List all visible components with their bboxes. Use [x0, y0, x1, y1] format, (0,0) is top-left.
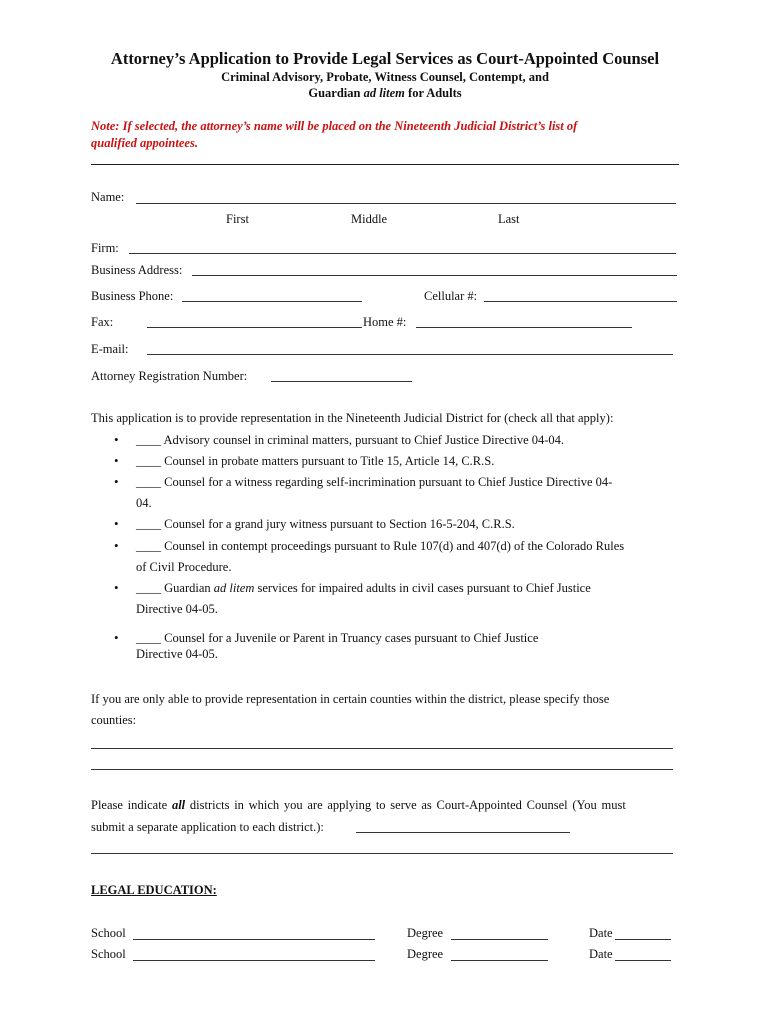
- degree-label: Degree: [407, 947, 444, 961]
- registration-label: Attorney Registration Number:: [91, 369, 248, 383]
- business-phone-label: Business Phone:: [91, 289, 174, 303]
- districts-prompt-line2: submit a separate application to each district.):: [91, 820, 324, 834]
- firm-field[interactable]: [129, 253, 676, 254]
- rep-item-truancy[interactable]: ____ Counsel for a Juvenile or Parent in Truancy cases pursuant to Chief Justice: [136, 631, 539, 645]
- note-line2: qualified appointees.: [91, 136, 198, 150]
- rep-item-guardian[interactable]: ____ Guardian ad litem services for impaired adults in civil cases pursuant to Chief Justice: [136, 581, 591, 595]
- name-label: Name:: [91, 190, 125, 204]
- degree-field[interactable]: [451, 960, 548, 961]
- form-title: Attorney’s Application to Provide Legal Services as Court-Appointed Counsel: [110, 49, 660, 68]
- cellular-field[interactable]: [484, 301, 677, 302]
- firm-label: Firm:: [91, 241, 119, 255]
- form-subtitle-line2: Guardian ad litem for Adults: [308, 86, 462, 100]
- date-field[interactable]: [615, 939, 671, 940]
- cellular-label: Cellular #:: [424, 289, 478, 303]
- rep-item-truancy-cont: Directive 04-05.: [136, 647, 218, 661]
- business-address-label: Business Address:: [91, 263, 183, 277]
- rep-item-grand-jury[interactable]: ____ Counsel for a grand jury witness pursuant to Section 16-5-204, C.R.S.: [136, 517, 515, 531]
- home-phone-field[interactable]: [416, 327, 632, 328]
- checkbox-blank: ____: [136, 581, 161, 595]
- name-field[interactable]: [136, 203, 676, 204]
- checkbox-blank: ____: [136, 517, 161, 531]
- bullet: •: [114, 432, 119, 447]
- email-field[interactable]: [147, 354, 673, 355]
- last-name-caption: Last: [498, 212, 520, 226]
- rep-item-witness-cont: 04.: [136, 496, 152, 510]
- school-label: School: [91, 947, 126, 961]
- counties-field-line2[interactable]: [91, 769, 673, 770]
- school-label: School: [91, 926, 126, 940]
- legal-education-heading: LEGAL EDUCATION:: [91, 883, 217, 897]
- counties-prompt-line1: If you are only able to provide representation in certain counties within the district, please specify those: [91, 692, 610, 706]
- counties-prompt-line2: counties:: [91, 713, 137, 727]
- school-field[interactable]: [133, 939, 375, 940]
- school-field[interactable]: [133, 960, 375, 961]
- districts-field[interactable]: [356, 832, 570, 833]
- header-divider: [91, 164, 679, 165]
- rep-item-contempt[interactable]: ____ Counsel in contempt proceedings pursuant to Rule 107(d) and 407(d) of the Colorado Rules: [136, 539, 625, 553]
- registration-field[interactable]: [271, 381, 412, 382]
- bullet: •: [114, 516, 119, 531]
- business-phone-field[interactable]: [182, 301, 362, 302]
- checkbox-blank: ____: [136, 454, 161, 468]
- checkbox-blank: ____: [136, 539, 161, 553]
- middle-name-caption: Middle: [351, 212, 388, 226]
- fax-field[interactable]: [147, 327, 362, 328]
- rep-item-probate[interactable]: ____ Counsel in probate matters pursuant to Title 15, Article 14, C.R.S.: [136, 454, 495, 468]
- checkbox-blank: ____: [136, 475, 161, 489]
- date-label: Date: [589, 947, 613, 961]
- checkbox-blank: ____: [136, 433, 161, 447]
- bullet: •: [114, 538, 119, 553]
- date-field[interactable]: [615, 960, 671, 961]
- degree-label: Degree: [407, 926, 444, 940]
- form-subtitle-line1: Criminal Advisory, Probate, Witness Counsel, Contempt, and: [221, 70, 549, 84]
- business-address-field[interactable]: [192, 275, 677, 276]
- date-label: Date: [589, 926, 613, 940]
- bullet: •: [114, 630, 119, 645]
- home-label: Home #:: [363, 315, 407, 329]
- degree-field[interactable]: [451, 939, 548, 940]
- rep-item-witness[interactable]: ____ Counsel for a witness regarding self-incrimination pursuant to Chief Justice Directive 04-: [136, 475, 613, 489]
- bullet: •: [114, 453, 119, 468]
- representation-intro: This application is to provide representation in the Nineteenth Judicial District for (check all that apply):: [91, 411, 614, 425]
- rep-item-advisory[interactable]: ____ Advisory counsel in criminal matters, pursuant to Chief Justice Directive 04-04.: [136, 433, 565, 447]
- note-line1: Note: If selected, the attorney’s name will be placed on the Nineteenth Judicial District’s list of: [91, 119, 578, 133]
- bullet: •: [114, 580, 119, 595]
- first-name-caption: First: [226, 212, 249, 226]
- districts-field-line2[interactable]: [91, 853, 673, 854]
- districts-prompt-line1: Please indicate all districts in which you are applying to serve as Court-Appointed Counsel (You must: [91, 798, 626, 812]
- bullet: •: [114, 474, 119, 489]
- rep-item-contempt-cont: of Civil Procedure.: [136, 560, 232, 574]
- checkbox-blank: ____: [136, 631, 161, 645]
- counties-field-line1[interactable]: [91, 748, 673, 749]
- rep-item-guardian-cont: Directive 04-05.: [136, 602, 218, 616]
- fax-label: Fax:: [91, 315, 114, 329]
- email-label: E-mail:: [91, 342, 129, 356]
